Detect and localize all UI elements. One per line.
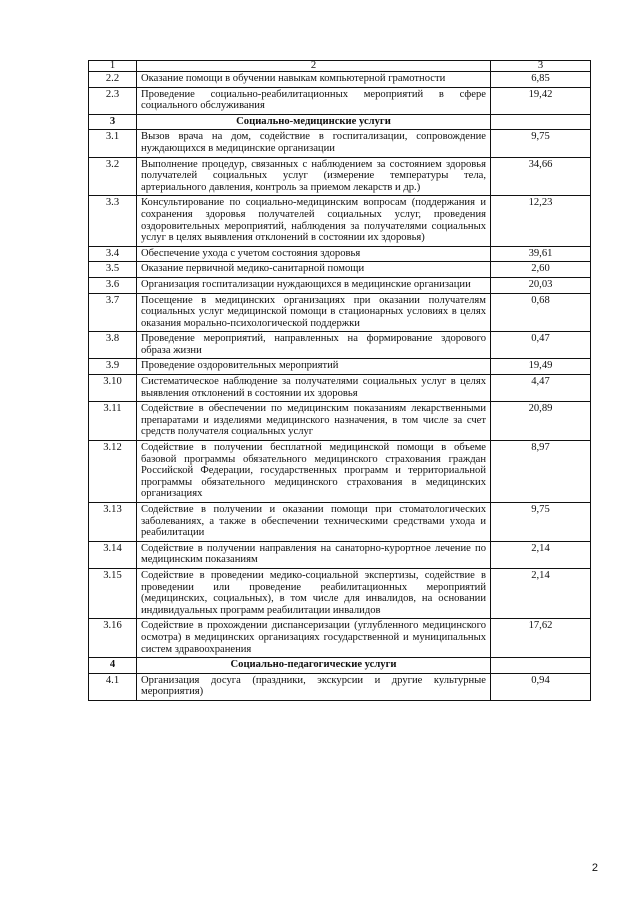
table-row [89, 72, 591, 88]
row-number: 3.3 [89, 196, 137, 246]
row-value: 34,66 [491, 157, 591, 196]
row-number: 3.8 [89, 332, 137, 359]
service-name: Обеспечение ухода с учетом состояния здоровья [137, 246, 491, 262]
row-number: 3.2 [89, 157, 137, 196]
service-name: Оказание первичной медико-санитарной помощи [137, 262, 491, 278]
table-row [89, 375, 591, 402]
header-col-1: 1 [89, 61, 137, 72]
service-name: Организация госпитализации нуждающихся в медицинские организации [137, 277, 491, 293]
row-value: 12,23 [491, 196, 591, 246]
row-value: 4,47 [491, 375, 591, 402]
row-value: 0,68 [491, 293, 591, 332]
section-row [89, 114, 591, 130]
service-name: Проведение мероприятий, направленных на формирование здорового образа жизни [137, 332, 491, 359]
section-row [89, 658, 591, 674]
service-name: Выполнение процедур, связанных с наблюдением за состоянием здоровья получателей социальных услуг (измерение температуры тела, артериального давления, контроль за приемом лекарств и др.) [137, 157, 491, 196]
section-title: Социально-медицинские услуги [137, 114, 491, 130]
row-value: 6,85 [491, 72, 591, 88]
row-number: 3.14 [89, 541, 137, 568]
row-value [491, 658, 591, 674]
row-value: 39,61 [491, 246, 591, 262]
row-number: 2.3 [89, 87, 137, 114]
row-number: 3.15 [89, 568, 137, 618]
row-value: 9,75 [491, 130, 591, 157]
row-number: 3.7 [89, 293, 137, 332]
table-row [89, 441, 591, 503]
row-value: 0,94 [491, 673, 591, 700]
service-name: Проведение оздоровительных мероприятий [137, 359, 491, 375]
table-row [89, 130, 591, 157]
row-number: 3.9 [89, 359, 137, 375]
service-name: Посещение в медицинских организациях при оказании получателям социальных услуг медицинской помощи в стационарных условиях в целях оказания морально-психологической поддержки [137, 293, 491, 332]
row-value: 19,49 [491, 359, 591, 375]
header-col-2: 2 [137, 61, 491, 72]
services-table [88, 60, 591, 701]
row-number: 3.6 [89, 277, 137, 293]
row-value: 9,75 [491, 503, 591, 542]
table-row [89, 157, 591, 196]
service-name: Содействие в прохождении диспансеризации (углубленного медицинского осмотра) в медицинских организациях государственной и муниципальных систем здравоохранения [137, 619, 491, 658]
row-value: 2,14 [491, 568, 591, 618]
service-name: Организация досуга (праздники, экскурсии и другие культурные мероприятия) [137, 673, 491, 700]
service-name: Оказание помощи в обучении навыкам компьютерной грамотности [137, 72, 491, 88]
service-name: Содействие в проведении медико-социальной экспертизы, содействие в проведении или проведение реабилитационных мероприятий (медицинских, социальных), в том числе для инвалидов, на основании индивидуальных программ реабилитации инвалидов [137, 568, 491, 618]
row-number: 3.12 [89, 441, 137, 503]
row-value: 19,42 [491, 87, 591, 114]
row-number: 3.11 [89, 402, 137, 441]
row-value: 20,89 [491, 402, 591, 441]
row-number: 3.16 [89, 619, 137, 658]
service-name: Вызов врача на дом, содействие в госпитализации, сопровождение нуждающихся в медицинские организации [137, 130, 491, 157]
row-value: 17,62 [491, 619, 591, 658]
table-header-row [89, 61, 591, 72]
table-row [89, 277, 591, 293]
table-row [89, 196, 591, 246]
section-title: Социально-педагогические услуги [137, 658, 491, 674]
table-row [89, 246, 591, 262]
row-number: 3.5 [89, 262, 137, 278]
table-row [89, 402, 591, 441]
service-name: Содействие в получении направления на санаторно-курортное лечение по медицинским показаниям [137, 541, 491, 568]
row-value: 2,14 [491, 541, 591, 568]
table-row [89, 619, 591, 658]
service-name: Содействие в получении и оказании помощи при стоматологических заболеваниях, а также в обеспечении техническими средствами ухода и реабилитации [137, 503, 491, 542]
table-row [89, 293, 591, 332]
row-value [491, 114, 591, 130]
row-value: 0,47 [491, 332, 591, 359]
row-number: 3.4 [89, 246, 137, 262]
row-number: 3 [89, 114, 137, 130]
service-name: Содействие в обеспечении по медицинским показаниям лекарственными препаратами и изделиями медицинского назначения, в том числе за счет средств получателя социальных услуг [137, 402, 491, 441]
table-row [89, 359, 591, 375]
table-row [89, 262, 591, 278]
table-body [89, 61, 591, 701]
table-row [89, 568, 591, 618]
header-col-3: 3 [491, 61, 591, 72]
table-row [89, 673, 591, 700]
table-row [89, 503, 591, 542]
row-number: 3.10 [89, 375, 137, 402]
service-name: Проведение социально-реабилитационных мероприятий в сфере социального обслуживания [137, 87, 491, 114]
row-number: 3.13 [89, 503, 137, 542]
row-number: 4.1 [89, 673, 137, 700]
service-name: Содействие в получении бесплатной медицинской помощи в объеме базовой программы обязательного медицинского страхования граждан Российской Федерации, государственных программ и территориальной программы обязательного медицинского страхования в медицинских организациях [137, 441, 491, 503]
table-row [89, 541, 591, 568]
table-row [89, 87, 591, 114]
service-name: Консультирование по социально-медицинским вопросам (поддержания и сохранения здоровья получателей социальных услуг, проведения оздоровительных мероприятий, наблюдения за получателями социальных услуг в целях выявления отклонений в состоянии их здоровья) [137, 196, 491, 246]
row-number: 4 [89, 658, 137, 674]
row-value: 2,60 [491, 262, 591, 278]
service-name: Систематическое наблюдение за получателями социальных услуг в целях выявления отклонений в состоянии их здоровья [137, 375, 491, 402]
page-number: 2 [591, 862, 598, 874]
row-number: 3.1 [89, 130, 137, 157]
row-number: 2.2 [89, 72, 137, 88]
table-row [89, 332, 591, 359]
row-value: 8,97 [491, 441, 591, 503]
row-value: 20,03 [491, 277, 591, 293]
